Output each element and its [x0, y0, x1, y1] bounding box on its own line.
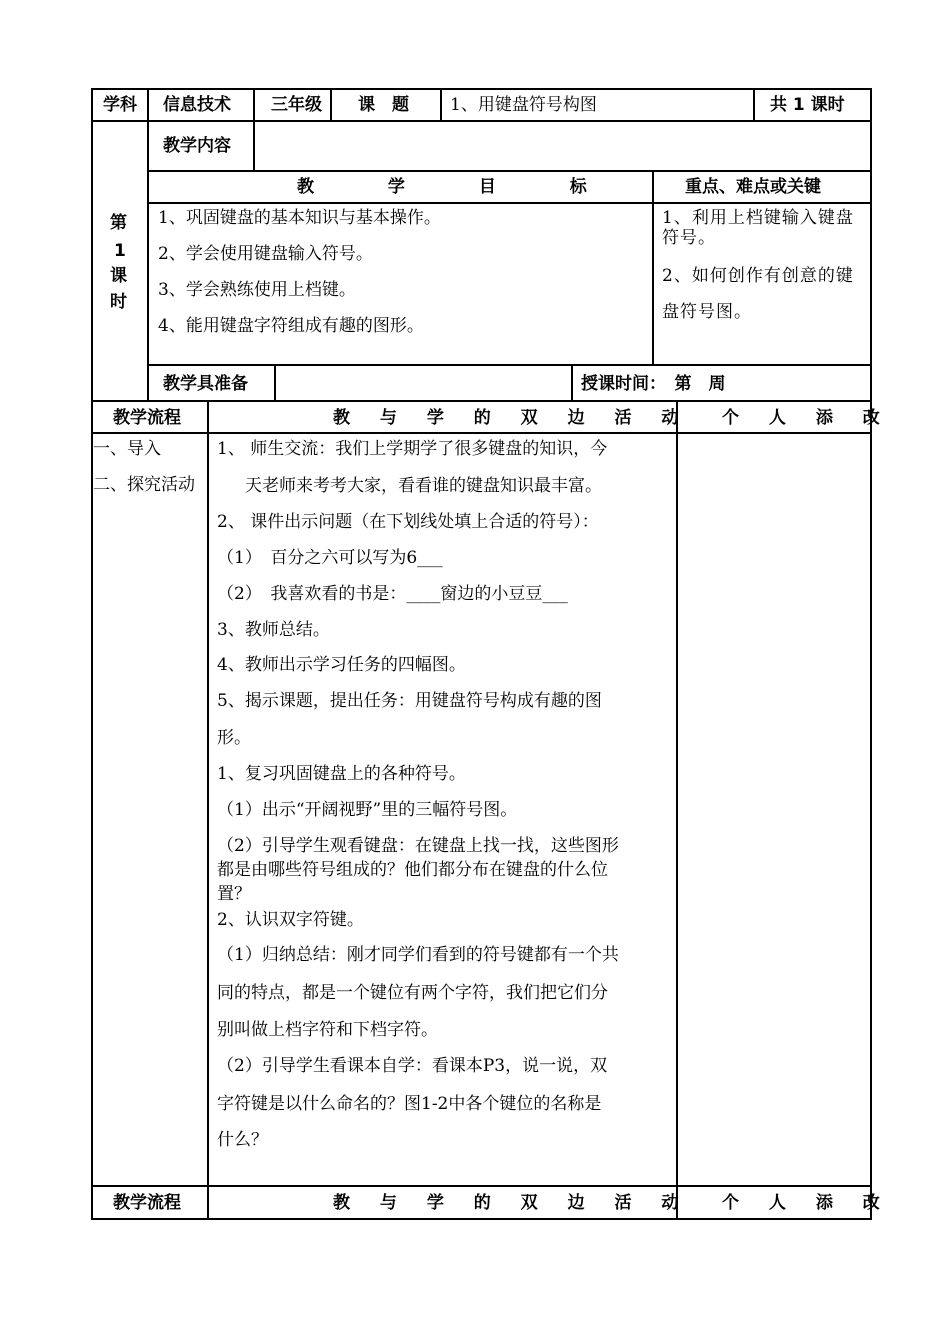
keypoints-header: 重点、难点或关键: [685, 177, 821, 197]
goals-header: 教 学 目 标: [297, 177, 621, 197]
flow-col-process: 教学流程: [113, 408, 181, 428]
activity-line: （2）引导学生观看键盘：在键盘上找一找，这些图形: [217, 836, 619, 856]
activity-line: （2） 我喜欢看的书是：____窗边的小豆豆___: [217, 584, 568, 604]
activity-line: 置？: [217, 884, 251, 904]
flow-col-notes: 个 人 添 改: [722, 408, 892, 428]
list-item: 1、巩固键盘的基本知识与基本操作。: [158, 208, 441, 228]
activity-line: 字符键是以什么命名的？图1-2中各个键位的名称是: [217, 1094, 602, 1114]
subject-value: 信息技术: [163, 95, 231, 115]
flow-col-activity: 教 与 学 的 双 边 活 动: [333, 408, 691, 428]
activity-line: 3、教师总结。: [217, 620, 330, 640]
prep-label: 教学具准备: [163, 374, 248, 394]
list-item: 4、能用键盘字符组成有趣的图形。: [158, 316, 424, 336]
activity-line: 天老师来考考大家，看看谁的键盘知识最丰富。: [245, 476, 602, 496]
activity-line: 1、复习巩固键盘上的各种符号。: [217, 764, 466, 784]
footer-col-process: 教学流程: [113, 1193, 181, 1213]
activity-line: （1） 百分之六可以写为6___: [217, 548, 443, 568]
activity-line: 5、揭示课题，提出任务：用键盘符号构成有趣的图: [217, 691, 602, 711]
footer-col-notes: 个 人 添 改: [722, 1193, 892, 1213]
list-item: 3、学会熟练使用上档键。: [158, 280, 356, 300]
activity-line: 2、 课件出示问题（在下划线处填上合适的符号）：: [217, 512, 599, 532]
content-label: 教学内容: [163, 136, 231, 156]
topic-value: 1、用键盘符号构图: [450, 95, 597, 115]
activity-line: 2、认识双字符键。: [217, 910, 364, 930]
activity-line: （1）出示“开阔视野”里的三幅符号图。: [217, 800, 518, 820]
topic-label: 课 题: [358, 95, 409, 115]
activity-line: 形。: [217, 728, 251, 748]
activity-line: （1）归纳总结：刚才同学们看到的符号键都有一个共: [217, 945, 619, 965]
list-item: 2、学会使用键盘输入符号。: [158, 244, 373, 264]
list-item: 2、如何创作有创意的键盘符号图。: [662, 266, 854, 322]
activity-line: 都是由哪些符号组成的？他们都分布在键盘的什么位: [217, 860, 608, 880]
activity-line: （2）引导学生看课本自学：看课本P3，说一说，双: [217, 1056, 608, 1076]
activity-line: 别叫做上档字符和下档字符。: [217, 1020, 438, 1040]
stage-explore: 二、探究活动: [93, 475, 195, 495]
subject-label: 学科: [103, 95, 137, 115]
footer-col-activity: 教 与 学 的 双 边 活 动: [333, 1193, 691, 1213]
activity-line: 什么？: [217, 1130, 268, 1150]
grade-value: 三年级: [271, 95, 322, 115]
list-item: 1、利用上档键输入键盘符号。: [662, 208, 854, 248]
total-hours: 共 1 课时: [770, 95, 845, 115]
stage-intro: 一、导入: [93, 439, 161, 459]
teaching-time: 授课时间： 第 周: [581, 374, 726, 394]
activity-line: 1、 师生交流：我们上学期学了很多键盘的知识，今: [217, 439, 608, 459]
activity-line: 同的特点，都是一个键位有两个字符，我们把它们分: [217, 983, 608, 1003]
activity-line: 4、教师出示学习任务的四幅图。: [217, 655, 466, 675]
